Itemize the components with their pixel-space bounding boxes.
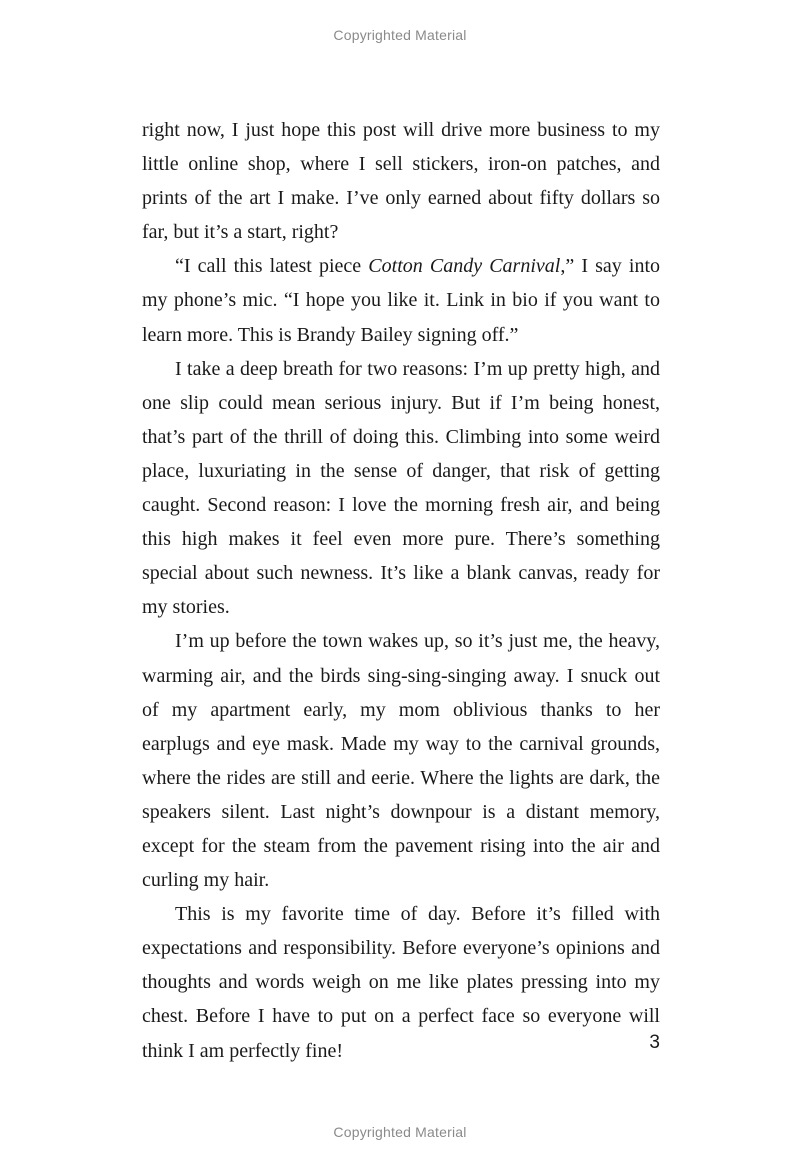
book-title-italic: Cotton Candy Carnival <box>368 255 561 278</box>
paragraph-5: This is my favorite time of day. Before it’s filled with expectations and responsibility. Before everyone’s opinions and thoughts and words weigh on me like plates pressing into my chest. Before I have to put on a perfect face so everyone will think I am perfectly fine! <box>142 903 660 1062</box>
copyright-watermark-bottom: Copyrighted Material <box>333 1124 467 1140</box>
paragraph-4: I’m up before the town wakes up, so it’s just me, the heavy, warming air, and the birds sing-sing-singing away. I snuck out of my apartment early, my mom oblivious thanks to her earplugs and eye mask. Made my way to the carnival grounds, where the rides are still and eerie. Where the lights are dark, the speakers silent. Last night’s downpour is a distant memory, except for the steam from the pavement rising into the air and curling my hair. <box>142 630 660 892</box>
paragraph-2 <box>142 249 660 351</box>
page-number: 3 <box>649 1032 660 1053</box>
paragraph-3: I take a deep breath for two reasons: I’m up pretty high, and one slip could mean serious injury. But if I’m being honest, that’s part of the thrill of doing this. Climbing into some weird place, luxuriating in the sense of danger, that risk of getting caught. Second reason: I love the morning fresh air, and being this high makes it feel even more pure. There’s something special about such newness. It’s like a blank canvas, ready for my stories. <box>142 357 660 619</box>
paragraph-2-after: ,” I say into my phone’s mic. “I hope you like it. Link in bio if you want to learn more. This is Brandy Bailey signing off.” <box>142 255 660 346</box>
body-text <box>142 113 660 1068</box>
paragraph-1: right now, I just hope this post will drive more business to my little online shop, where I sell stickers, iron-on patches, and prints of the art I make. I’ve only earned about fifty dollars so far, but it’s a start, right? <box>142 119 660 244</box>
copyright-watermark-top: Copyrighted Material <box>333 27 467 43</box>
paragraph-2-before: “I call this latest piece <box>175 255 369 278</box>
